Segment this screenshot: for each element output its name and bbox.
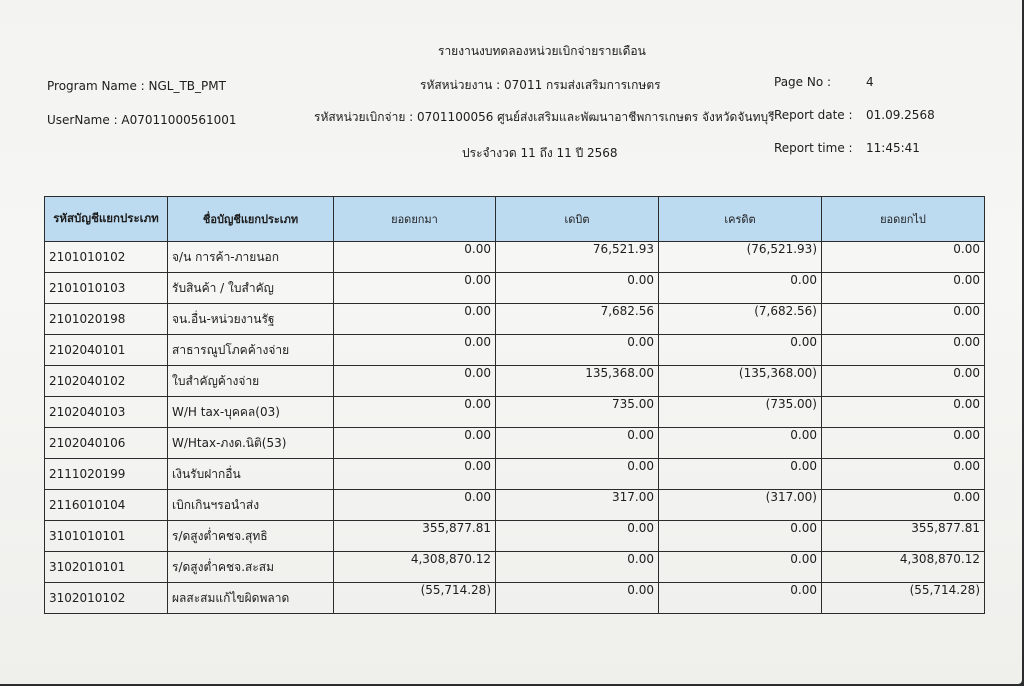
- cell-debit: 0.00: [496, 335, 659, 366]
- cell-credit: 0.00: [659, 428, 822, 459]
- cell-credit: (317.00): [659, 490, 822, 521]
- cell-debit: 0.00: [496, 583, 659, 614]
- cell-brought-forward: 0.00: [334, 335, 496, 366]
- cell-carried-forward: 0.00: [822, 242, 985, 273]
- cell-brought-forward: 4,308,870.12: [334, 552, 496, 583]
- cell-brought-forward: 0.00: [334, 428, 496, 459]
- table-row: [45, 490, 985, 521]
- cell-account-code: 2101010103: [45, 273, 168, 304]
- cell-account-name: ร/ดสูงต่ำคชจ.สะสม: [168, 552, 334, 583]
- page-number-value: 4: [866, 75, 874, 89]
- cell-account-name: W/H tax-บุคคล(03): [168, 397, 334, 428]
- cell-brought-forward: 0.00: [334, 273, 496, 304]
- cell-account-code: 3102010101: [45, 552, 168, 583]
- cell-carried-forward: 4,308,870.12: [822, 552, 985, 583]
- cell-debit: 0.00: [496, 521, 659, 552]
- cell-account-code: 2101010102: [45, 242, 168, 273]
- report-date-label: Report date :: [774, 108, 853, 122]
- cell-brought-forward: 0.00: [334, 459, 496, 490]
- cell-account-name: ผลสะสมแก้ไขผิดพลาด: [168, 583, 334, 614]
- cell-account-code: 2102040102: [45, 366, 168, 397]
- cell-credit: 0.00: [659, 552, 822, 583]
- header-account-code: รหัสบัญชีแยกประเภท: [45, 197, 168, 242]
- cell-debit: 0.00: [496, 273, 659, 304]
- cell-account-name: ใบสำคัญค้างจ่าย: [168, 366, 334, 397]
- cell-carried-forward: 0.00: [822, 428, 985, 459]
- cell-carried-forward: (55,714.28): [822, 583, 985, 614]
- table-row: [45, 521, 985, 552]
- table-row: [45, 552, 985, 583]
- cell-account-name: รับสินค้า / ใบสำคัญ: [168, 273, 334, 304]
- report-title: รายงานงบทดลองหน่วยเบิกจ่ายรายเดือน: [438, 44, 646, 58]
- cell-account-code: 3101010101: [45, 521, 168, 552]
- cell-debit: 317.00: [496, 490, 659, 521]
- disbursing-unit: รหัสหน่วยเบิกจ่าย : 0701100056 ศูนย์ส่งเสริมและพัฒนาอาชีพการเกษตร จังหวัดจันทบุรี: [314, 110, 775, 124]
- table-row: [45, 397, 985, 428]
- agency-code: รหัสหน่วยงาน : 07011 กรมส่งเสริมการเกษตร: [420, 78, 661, 92]
- cell-account-name: ร/ดสูงต่ำคชจ.สุทธิ: [168, 521, 334, 552]
- header-credit: เครดิต: [659, 197, 822, 242]
- cell-brought-forward: 0.00: [334, 304, 496, 335]
- table-row: [45, 304, 985, 335]
- cell-credit: 0.00: [659, 273, 822, 304]
- cell-credit: (76,521.93): [659, 242, 822, 273]
- cell-account-code: 2102040103: [45, 397, 168, 428]
- table-row: [45, 583, 985, 614]
- cell-brought-forward: 355,877.81: [334, 521, 496, 552]
- table-header-row: [45, 197, 985, 242]
- table-row: [45, 459, 985, 490]
- cell-debit: 0.00: [496, 428, 659, 459]
- cell-debit: 7,682.56: [496, 304, 659, 335]
- cell-credit: 0.00: [659, 335, 822, 366]
- cell-account-name: จน.อื่น-หน่วยงานรัฐ: [168, 304, 334, 335]
- cell-carried-forward: 0.00: [822, 304, 985, 335]
- cell-carried-forward: 0.00: [822, 490, 985, 521]
- trial-balance-table: [44, 196, 985, 614]
- header-carried-forward: ยอดยกไป: [822, 197, 985, 242]
- cell-account-code: 2102040101: [45, 335, 168, 366]
- cell-debit: 0.00: [496, 552, 659, 583]
- cell-account-code: 2116010104: [45, 490, 168, 521]
- cell-account-code: 2102040106: [45, 428, 168, 459]
- cell-account-name: สาธารณูปโภคค้างจ่าย: [168, 335, 334, 366]
- cell-debit: 735.00: [496, 397, 659, 428]
- cell-brought-forward: (55,714.28): [334, 583, 496, 614]
- header-account-name: ชื่อบัญชีแยกประเภท: [168, 197, 334, 242]
- table-row: [45, 335, 985, 366]
- cell-brought-forward: 0.00: [334, 490, 496, 521]
- cell-credit: 0.00: [659, 521, 822, 552]
- report-time-value: 11:45:41: [866, 141, 920, 155]
- report-date-value: 01.09.2568: [866, 108, 935, 122]
- cell-carried-forward: 0.00: [822, 397, 985, 428]
- cell-credit: 0.00: [659, 459, 822, 490]
- cell-carried-forward: 0.00: [822, 335, 985, 366]
- cell-carried-forward: 0.00: [822, 273, 985, 304]
- cell-account-name: เบิกเกินฯรอนำส่ง: [168, 490, 334, 521]
- report-time-label: Report time :: [774, 141, 853, 155]
- cell-debit: 135,368.00: [496, 366, 659, 397]
- cell-account-code: 3102010102: [45, 583, 168, 614]
- header-brought-forward: ยอดยกมา: [334, 197, 496, 242]
- cell-debit: 76,521.93: [496, 242, 659, 273]
- cell-brought-forward: 0.00: [334, 366, 496, 397]
- cell-account-name: W/Htax-ภงด.นิติ(53): [168, 428, 334, 459]
- program-name: Program Name : NGL_TB_PMT: [47, 79, 226, 93]
- cell-brought-forward: 0.00: [334, 397, 496, 428]
- cell-account-code: 2111020199: [45, 459, 168, 490]
- table-row: [45, 273, 985, 304]
- cell-brought-forward: 0.00: [334, 242, 496, 273]
- cell-account-code: 2101020198: [45, 304, 168, 335]
- header-debit: เดบิต: [496, 197, 659, 242]
- report-period: ประจำงวด 11 ถึง 11 ปี 2568: [462, 146, 618, 160]
- page-number-label: Page No :: [774, 75, 832, 89]
- cell-carried-forward: 0.00: [822, 459, 985, 490]
- table-row: [45, 366, 985, 397]
- username: UserName : A07011000561001: [47, 113, 237, 127]
- cell-carried-forward: 355,877.81: [822, 521, 985, 552]
- cell-credit: 0.00: [659, 583, 822, 614]
- table-row: [45, 242, 985, 273]
- table-row: [45, 428, 985, 459]
- cell-credit: (135,368.00): [659, 366, 822, 397]
- cell-credit: (7,682.56): [659, 304, 822, 335]
- cell-carried-forward: 0.00: [822, 366, 985, 397]
- cell-account-name: จ/น การค้า-ภายนอก: [168, 242, 334, 273]
- cell-debit: 0.00: [496, 459, 659, 490]
- cell-account-name: เงินรับฝากอื่น: [168, 459, 334, 490]
- cell-credit: (735.00): [659, 397, 822, 428]
